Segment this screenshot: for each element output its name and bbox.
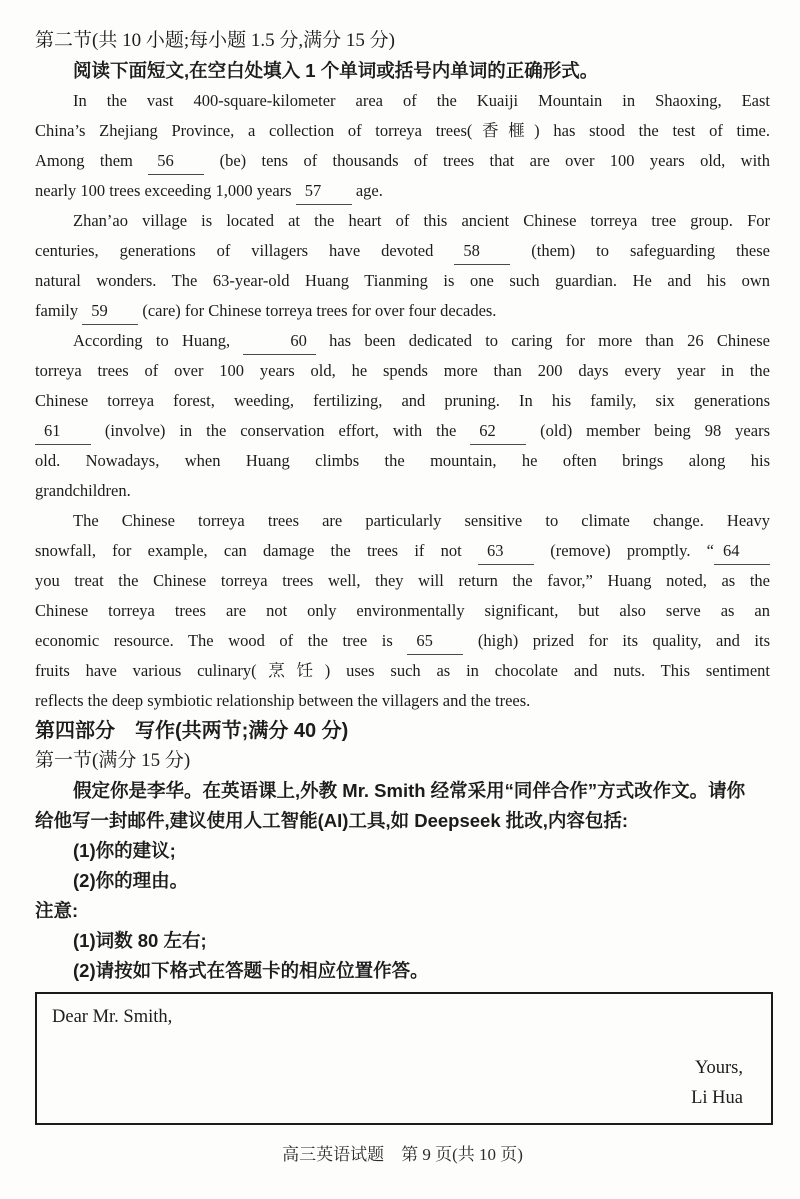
cloze-line: natural wonders. The 63-year-old Huang Tianming is one such guardian. He and his own bbox=[35, 271, 770, 290]
cloze-line: In the vast 400-square-kilometer area of the Kuaiji Mountain in Shaoxing, East bbox=[73, 91, 770, 110]
cloze-line: family 59 (care) for Chinese torreya trees for over four decades. bbox=[35, 296, 770, 326]
cloze-line: centuries, generations of villagers have devoted 58 (them) to safeguarding these bbox=[35, 236, 770, 266]
cloze-line: Zhan’ao village is located at the heart of this ancient Chinese torreya tree group. For bbox=[73, 211, 770, 230]
blank-57: 57 bbox=[296, 178, 352, 205]
answer-box bbox=[35, 992, 773, 1125]
cloze-line: Chinese torreya forest, weeding, fertilizing, and pruning. In his family, six generations bbox=[35, 391, 770, 410]
cloze-line: snowfall, for example, can damage the trees if not 63 (remove) promptly. “ 64 bbox=[35, 536, 770, 566]
blank-64: 64 bbox=[714, 538, 770, 565]
cloze-line: old. Nowadays, when Huang climbs the mountain, he often brings along his bbox=[35, 451, 770, 470]
section4-subheading: 第一节(满分 15 分) bbox=[35, 750, 191, 771]
writing-prompt-line1: 假定你是李华。在英语课上,外教 Mr. Smith 经常采用“同伴合作”方式改作文。请你 bbox=[73, 780, 746, 801]
note-label: 注意: bbox=[35, 900, 79, 921]
cloze-line: According to Huang, 60 has been dedicated to caring for more than 26 Chinese bbox=[35, 326, 770, 356]
cloze-line: The Chinese torreya trees are particularly sensitive to climate change. Heavy bbox=[73, 511, 770, 530]
cloze-line: Chinese torreya trees are not only environmentally significant, but also serve as an bbox=[35, 601, 770, 620]
cloze-line: fruits have various culinary(烹饪) uses such as in chocolate and nuts. This sentiment bbox=[35, 661, 770, 680]
cloze-line: torreya trees of over 100 years old, he spends more than 200 days every year in the bbox=[35, 361, 770, 380]
answer-box-signature: Li Hua bbox=[691, 1088, 743, 1108]
writing-point-1: (1)你的建议; bbox=[73, 840, 176, 861]
blank-58: 58 bbox=[454, 238, 510, 265]
cloze-passage bbox=[35, 86, 770, 716]
blank-60: 60 bbox=[243, 328, 316, 355]
note-2: (2)请按如下格式在答题卡的相应位置作答。 bbox=[73, 960, 429, 981]
cloze-line: China’s Zhejiang Province, a collection of torreya trees(香榧) has stood the test of time. bbox=[35, 121, 770, 140]
writing-point-2: (2)你的理由。 bbox=[73, 870, 189, 891]
cloze-line: grandchildren. bbox=[35, 481, 131, 500]
blank-61: 61 bbox=[35, 418, 91, 445]
blank-63: 63 bbox=[478, 538, 534, 565]
answer-box-closing: Yours, bbox=[695, 1058, 743, 1078]
section2-heading: 第二节(共 10 小题;每小题 1.5 分,满分 15 分) bbox=[35, 30, 395, 51]
cloze-line: you treat the Chinese torreya trees well, they will return the favor,” Huang noted, as the bbox=[35, 571, 770, 590]
cloze-line: Among them 56 (be) tens of thousands of trees that are over 100 years old, with bbox=[35, 146, 770, 176]
section2-instruction: 阅读下面短文,在空白处填入 1 个单词或括号内单词的正确形式。 bbox=[73, 60, 599, 81]
cloze-line: reflects the deep symbiotic relationship between the villagers and the trees. bbox=[35, 691, 531, 710]
answer-box-salutation: Dear Mr. Smith, bbox=[52, 1007, 173, 1027]
cloze-line: 61 (involve) in the conservation effort, with the 62 (old) member being 98 years bbox=[35, 416, 770, 446]
blank-65: 65 bbox=[407, 628, 463, 655]
cloze-line: economic resource. The wood of the tree is 65 (high) prized for its quality, and its bbox=[35, 626, 770, 656]
blank-59: 59 bbox=[82, 298, 138, 325]
note-1: (1)词数 80 左右; bbox=[73, 930, 207, 951]
page-footer: 高三英语试题 第 9 页(共 10 页) bbox=[282, 1145, 523, 1164]
blank-56: 56 bbox=[148, 148, 204, 175]
cloze-line: nearly 100 trees exceeding 1,000 years 57 age. bbox=[35, 176, 770, 206]
section4-heading: 第四部分 写作(共两节;满分 40 分) bbox=[35, 720, 349, 742]
writing-prompt-line2: 给他写一封邮件,建议使用人工智能(AI)工具,如 Deepseek 批改,内容包括: bbox=[35, 810, 629, 831]
blank-62: 62 bbox=[470, 418, 526, 445]
